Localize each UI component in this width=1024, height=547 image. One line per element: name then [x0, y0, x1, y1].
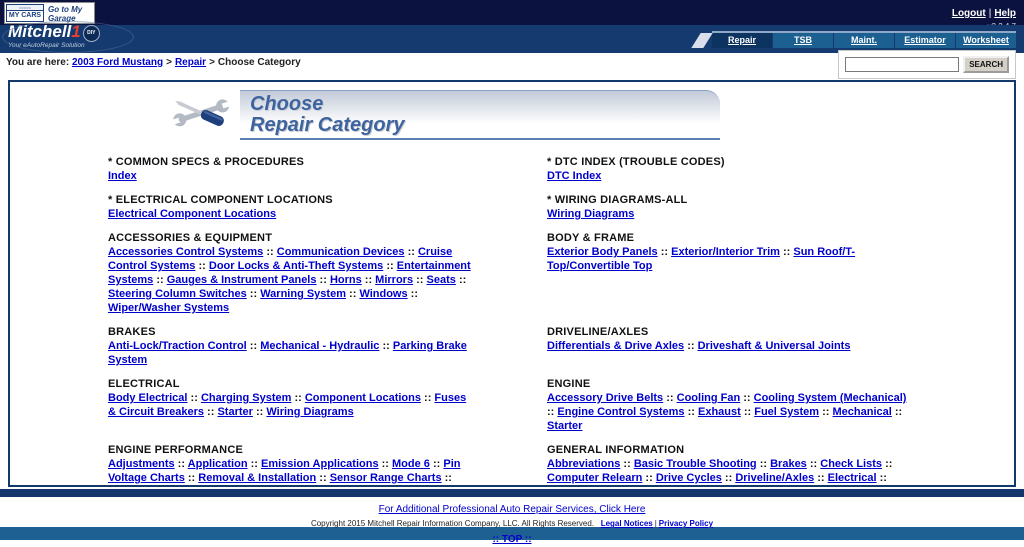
link-separator — [704, 486, 717, 487]
category-section — [547, 378, 915, 433]
search-button[interactable]: SEARCH — [963, 56, 1009, 73]
category-link[interactable]: Warning System — [260, 288, 346, 300]
category-section — [108, 232, 476, 315]
link-separator: :: — [740, 392, 754, 404]
link-separator: :: — [407, 288, 419, 300]
category-link[interactable]: Wiper/Washer Systems — [108, 302, 230, 314]
additional-services-link[interactable]: For Additional Professional Auto Repair Services, Click Here — [378, 504, 646, 515]
link-separator: :: — [806, 458, 821, 470]
category-heading: * COMMON SPECS & PROCEDURES — [108, 156, 305, 168]
category-link[interactable]: Fuses & Circuit Breakers — [108, 392, 467, 418]
category-section — [108, 194, 476, 221]
category-section — [108, 326, 476, 367]
link-separator: :: — [204, 406, 218, 418]
category-link[interactable]: Cruise Control Systems — [108, 246, 453, 272]
breadcrumb-separator: > — [209, 57, 215, 68]
breadcrumb-row — [0, 53, 1024, 78]
category-link[interactable]: Steering Column Switches — [108, 288, 247, 300]
breadcrumb-item: Choose Category — [217, 57, 301, 68]
link-separator: :: — [316, 274, 330, 286]
link-separator: :: — [379, 340, 393, 352]
link-separator — [427, 486, 437, 487]
category-links — [547, 391, 915, 433]
category-link[interactable]: Accessory Drive Belts — [547, 392, 664, 404]
link-separator: :: — [345, 288, 360, 300]
tab-repair[interactable]: Repair — [712, 33, 772, 48]
link-separator: :: — [684, 406, 698, 418]
category-link[interactable] — [547, 486, 584, 487]
category-heading: * ELECTRICAL COMPONENT LOCATIONS — [108, 194, 333, 206]
category-link[interactable]: Starter — [547, 420, 583, 432]
category-link[interactable]: Engine Control Systems — [557, 406, 685, 418]
page-title-line2: Repair Category — [250, 114, 405, 136]
divider: | — [654, 519, 657, 528]
link-separator: :: — [361, 274, 376, 286]
top-bar — [0, 0, 1024, 25]
link-separator: :: — [195, 260, 209, 272]
category-link[interactable]: Check Lists — [820, 458, 883, 470]
link-separator: :: — [441, 472, 452, 484]
link-separator — [183, 486, 196, 487]
category-section — [547, 232, 915, 315]
garage-button-label: Go to My Garage — [48, 5, 83, 23]
brand-name: Mitchell — [8, 22, 72, 41]
category-link[interactable] — [108, 486, 183, 487]
breadcrumb — [6, 57, 301, 68]
category-link[interactable] — [718, 486, 786, 487]
category-link[interactable]: Sensor Range Charts — [329, 472, 442, 484]
category-link[interactable]: Exhaust — [697, 406, 741, 418]
link-separator: :: — [246, 288, 261, 300]
link-separator: :: — [547, 406, 558, 418]
category-section — [547, 194, 915, 221]
category-link[interactable]: DTC Index — [547, 170, 602, 182]
category-links — [108, 339, 476, 367]
link-separator: :: — [383, 260, 397, 272]
diy-badge: DIY — [83, 25, 100, 42]
footer — [0, 497, 1024, 545]
category-links — [108, 457, 476, 487]
search-panel — [838, 50, 1016, 79]
category-link[interactable]: Computer Relearn — [547, 472, 643, 484]
link-separator: :: — [184, 472, 199, 484]
category-link[interactable]: Cooling Fan — [676, 392, 741, 404]
category-link[interactable]: Application — [187, 458, 248, 470]
category-link[interactable]: Mechanical — [832, 406, 892, 418]
category-link[interactable] — [799, 486, 883, 487]
link-separator: :: — [657, 246, 672, 258]
category-links — [547, 339, 915, 353]
category-link[interactable] — [597, 486, 704, 487]
category-link[interactable]: Pin Voltage Charts — [108, 458, 461, 484]
link-separator: :: — [819, 406, 833, 418]
category-link[interactable]: Wiring Diagrams — [266, 406, 354, 418]
category-heading: ELECTRICAL — [108, 378, 180, 390]
category-heading: BRAKES — [108, 326, 156, 338]
link-separator — [786, 486, 799, 487]
category-section — [108, 156, 476, 183]
brand-tagline: Your eAutoRepair Solution — [8, 42, 85, 49]
tab-maint[interactable]: Maint. — [834, 33, 894, 48]
category-link[interactable]: Electrical — [827, 472, 877, 484]
category-link[interactable]: Electrical Component Locations — [108, 208, 277, 220]
category-link[interactable]: Mode 6 — [392, 458, 430, 470]
link-separator: :: — [721, 472, 736, 484]
my-cars-plate-icon — [6, 4, 44, 22]
page-title — [240, 90, 720, 140]
search-input[interactable] — [845, 57, 959, 72]
breadcrumb-separator: > — [166, 57, 172, 68]
link-separator: :: — [420, 392, 435, 404]
category-link[interactable]: Removal & Installation — [198, 472, 317, 484]
mitchell1-logo — [8, 23, 100, 50]
logout-link[interactable]: Logout — [951, 8, 986, 19]
category-link[interactable]: Index — [108, 170, 137, 182]
category-links — [108, 169, 476, 183]
category-grid — [10, 140, 1014, 487]
category-link[interactable]: Body Electrical — [108, 392, 188, 404]
link-separator: :: — [663, 392, 677, 404]
category-link[interactable]: Starter — [217, 406, 253, 418]
category-links — [547, 169, 915, 183]
category-links — [108, 207, 476, 221]
link-separator: :: — [876, 472, 887, 484]
link-separator — [584, 486, 597, 487]
divider: | — [988, 8, 992, 19]
category-link[interactable]: Abbreviations — [547, 458, 621, 470]
category-links — [547, 207, 915, 221]
tab-worksheet[interactable]: Worksheet — [956, 33, 1016, 48]
category-link[interactable]: Drive Cycles — [655, 472, 722, 484]
tab-diagonal-stripe — [691, 33, 712, 48]
category-links — [108, 391, 476, 419]
category-heading: ENGINE — [547, 378, 591, 390]
category-link[interactable]: Exterior Body Panels — [547, 246, 658, 258]
category-heading: * WIRING DIAGRAMS-ALL — [547, 194, 688, 206]
footer-divider-bar — [0, 489, 1024, 497]
link-separator: :: — [404, 246, 418, 258]
link-separator: :: — [779, 246, 794, 258]
link-separator: :: — [263, 246, 277, 258]
breadcrumb-item[interactable]: Repair — [174, 57, 207, 68]
link-separator: :: — [814, 472, 828, 484]
category-link[interactable]: Emission Applications — [261, 458, 379, 470]
legal-notices-link[interactable]: Legal Notices — [600, 519, 653, 528]
link-separator: :: — [153, 274, 167, 286]
help-link[interactable]: Help — [994, 8, 1016, 19]
category-heading: * DTC INDEX (TROUBLE CODES) — [547, 156, 725, 168]
category-link[interactable]: Component Locations — [304, 392, 421, 404]
category-heading: ACCESSORIES & EQUIPMENT — [108, 232, 273, 244]
main-tabs — [712, 31, 1016, 48]
category-link[interactable]: Seats — [426, 274, 456, 286]
category-link[interactable]: Wiring Diagrams — [547, 208, 635, 220]
category-links — [547, 457, 915, 487]
category-link[interactable]: Driveline/Axles — [735, 472, 815, 484]
category-links — [547, 245, 915, 273]
link-separator: :: — [187, 392, 201, 404]
link-separator: :: — [413, 274, 427, 286]
privacy-policy-link[interactable]: Privacy Policy — [658, 519, 714, 528]
plate-top-decoration: ===== — [7, 5, 43, 11]
category-heading: BODY & FRAME — [547, 232, 635, 244]
category-section — [108, 378, 476, 433]
category-link[interactable]: Accessories Control Systems — [108, 246, 264, 258]
category-link[interactable]: Brakes — [770, 458, 807, 470]
category-section — [547, 444, 915, 487]
breadcrumb-item[interactable]: 2003 Ford Mustang — [71, 57, 164, 68]
category-link[interactable]: Horns — [329, 274, 362, 286]
category-section — [547, 156, 915, 183]
crossed-tools-icon — [168, 92, 234, 136]
link-separator: :: — [252, 406, 267, 418]
link-separator: :: — [291, 392, 305, 404]
category-link[interactable]: Windows — [359, 288, 408, 300]
category-link[interactable]: Basic Trouble Shooting — [633, 458, 757, 470]
go-to-my-garage-button[interactable] — [4, 2, 95, 24]
category-link[interactable]: Exterior/Interior Trim — [671, 246, 780, 258]
category-link[interactable]: Differentials & Drive Axles — [547, 340, 685, 352]
category-links — [108, 245, 476, 315]
my-cars-label: MY CARS — [8, 12, 42, 19]
link-separator: :: — [740, 406, 755, 418]
page-title-band — [168, 90, 1014, 140]
link-separator — [883, 486, 893, 487]
tab-estimator[interactable]: Estimator — [895, 33, 955, 48]
page-title-line1: Choose — [250, 93, 324, 115]
link-separator: :: — [455, 274, 467, 286]
category-link[interactable] — [324, 486, 427, 487]
category-heading: DRIVELINE/AXLES — [547, 326, 649, 338]
content-panel — [8, 80, 1016, 487]
link-separator: :: — [429, 458, 444, 470]
category-link[interactable]: Parking Brake System — [108, 340, 467, 366]
link-separator: :: — [620, 458, 634, 470]
category-section — [108, 444, 476, 487]
tab-tsb[interactable]: TSB — [773, 33, 833, 48]
link-separator: :: — [247, 458, 261, 470]
category-link[interactable]: Cooling System (Mechanical) — [753, 392, 907, 404]
link-separator: :: — [642, 472, 656, 484]
category-link[interactable]: Mechanical - Hydraulic — [260, 340, 380, 352]
category-link[interactable]: Sun Roof/T-Top/Convertible Top — [547, 246, 856, 272]
link-separator: :: — [891, 406, 903, 418]
category-link[interactable]: Door Locks & Anti-Theft Systems — [208, 260, 384, 272]
link-separator — [311, 486, 324, 487]
category-link[interactable]: Communication Devices — [276, 246, 405, 258]
link-separator: :: — [246, 340, 261, 352]
category-link[interactable]: Driveshaft & Universal Joints — [697, 340, 851, 352]
category-link[interactable]: Adjustments — [108, 458, 175, 470]
category-link[interactable]: Gauges & Instrument Panels — [166, 274, 317, 286]
copyright-text: Copyright 2015 Mitchell Repair Information Company, LLC. All Rights Reserved. — [310, 519, 595, 528]
category-link[interactable]: Anti-Lock/Traction Control — [108, 340, 247, 352]
category-link[interactable]: Charging System — [200, 392, 292, 404]
link-separator: :: — [174, 458, 188, 470]
brand-bar — [0, 22, 1024, 53]
link-separator: :: — [316, 472, 330, 484]
link-separator: :: — [684, 340, 698, 352]
link-separator: :: — [756, 458, 771, 470]
brand-accent: 1 — [71, 22, 81, 41]
top-link[interactable]: :: TOP :: — [492, 534, 532, 545]
category-section — [547, 326, 915, 367]
category-link[interactable]: Fuel System — [754, 406, 820, 418]
category-heading: ENGINE PERFORMANCE — [108, 444, 243, 456]
category-link[interactable]: Entertainment Systems — [108, 260, 471, 286]
breadcrumb-prefix: You are here: — [6, 57, 70, 68]
category-heading: GENERAL INFORMATION — [547, 444, 685, 456]
link-separator: :: — [882, 458, 893, 470]
category-link[interactable]: Mirrors — [375, 274, 414, 286]
link-separator: :: — [378, 458, 393, 470]
category-link[interactable] — [196, 486, 311, 487]
